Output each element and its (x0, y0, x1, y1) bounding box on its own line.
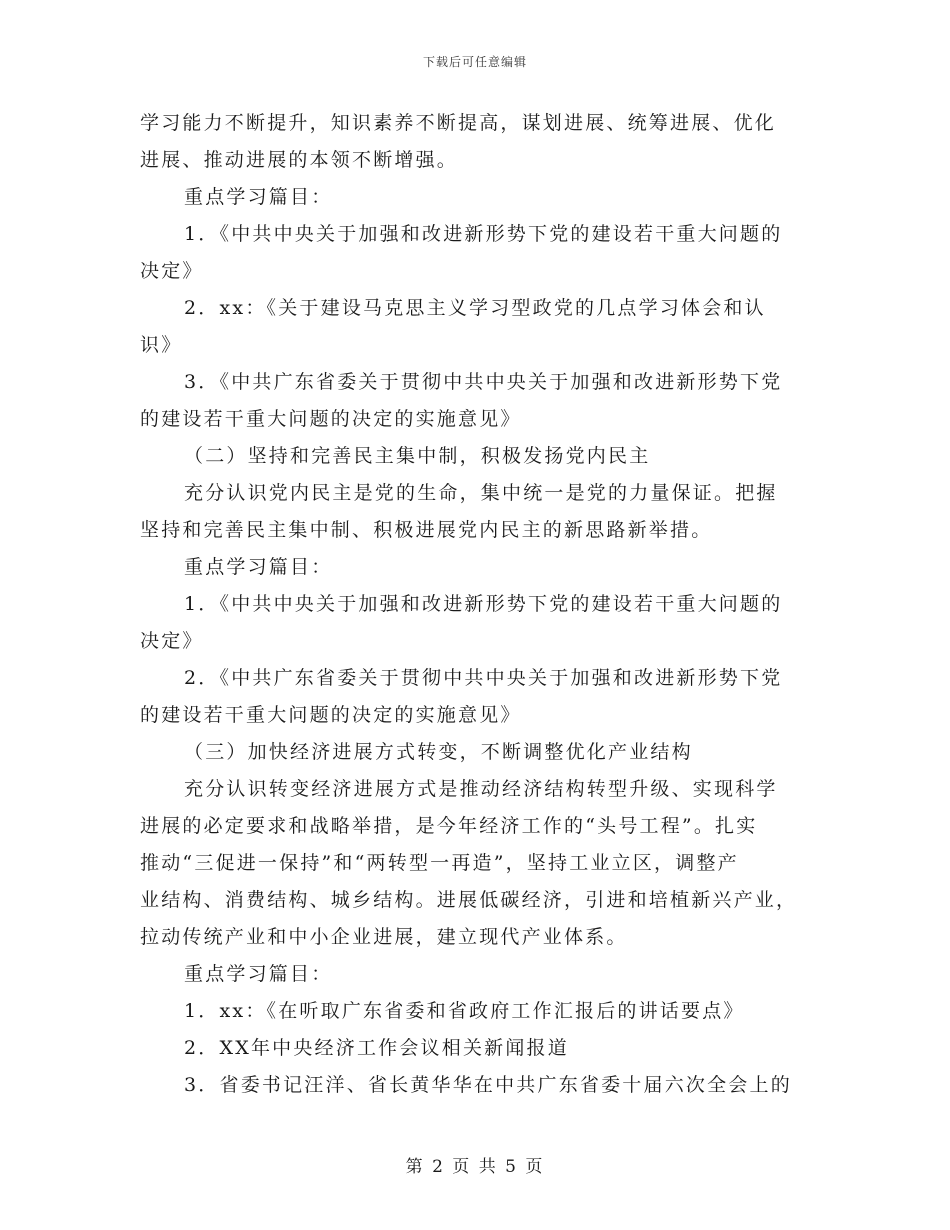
text-line: 进展、推动进展的本领不断增强。 (140, 149, 459, 171)
text-line: 充分认识党内民主是党的生命，集中统一是党的力量保证。把握 (184, 482, 778, 504)
text-line: 坚持和完善民主集中制、积极进展党内民主的新思路新举措。 (140, 519, 713, 541)
text-line: 2．《中共广东省委关于贯彻中共中央关于加强和改进新形势下党 (184, 667, 783, 689)
text-line: 重点学习篇目： (184, 186, 333, 208)
text-line: 进展的必定要求和战略举措，是今年经济工作的“头号工程”。扎实 (140, 815, 758, 837)
document-body (140, 105, 805, 1104)
text-line: 拉动传统产业和中小企业进展，建立现代产业体系。 (140, 926, 628, 948)
text-line: 3．省委书记汪洋、省长黄华华在中共广东省委十届六次全会上的 (184, 1074, 792, 1096)
text-line: 推动“三促进一保持”和“两转型一再造”，坚持工业立区，调整产 (140, 852, 739, 874)
text-line: 重点学习篇目： (184, 963, 333, 985)
text-line: 重点学习篇目： (184, 556, 333, 578)
page-header-note: 下载后可任意编辑 (422, 55, 527, 69)
text-line: 业结构、消费结构、城乡结构。进展低碳经济，引进和培植新兴产业， (140, 889, 798, 911)
text-line: 1．《中共中央关于加强和改进新形势下党的建设若干重大问题的 (184, 223, 783, 245)
text-line: 学习能力不断提升，知识素养不断提高，谋划进展、统筹进展、优化 (140, 112, 777, 134)
text-line: 决定》 (140, 260, 204, 282)
text-line: 1．xx：《在听取广东省委和省政府工作汇报后的讲话要点》 (184, 1000, 745, 1022)
text-line: （二）坚持和完善民主集中制，积极发扬党内民主 (184, 445, 651, 467)
text-line: 充分认识转变经济进展方式是推动经济结构转型升级、实现科学 (184, 778, 778, 800)
text-line: 1．《中共中央关于加强和改进新形势下党的建设若干重大问题的 (184, 593, 783, 615)
text-line: 的建设若干重大问题的决定的实施意见》 (140, 408, 522, 430)
text-line: 2．XX年中央经济工作会议相关新闻报道 (184, 1037, 569, 1059)
text-line: 决定》 (140, 630, 204, 652)
text-line: 识》 (140, 334, 183, 356)
text-line: （三）加快经济进展方式转变，不断调整优化产业结构 (184, 741, 693, 763)
text-line: 2．xx：《关于建设马克思主义学习型政党的几点学习体会和认 (184, 297, 766, 319)
page-footer-number: 第 2 页 共 5 页 (405, 1157, 545, 1177)
text-line: 的建设若干重大问题的决定的实施意见》 (140, 704, 522, 726)
text-line: 3．《中共广东省委关于贯彻中共中央关于加强和改进新形势下党 (184, 371, 783, 393)
